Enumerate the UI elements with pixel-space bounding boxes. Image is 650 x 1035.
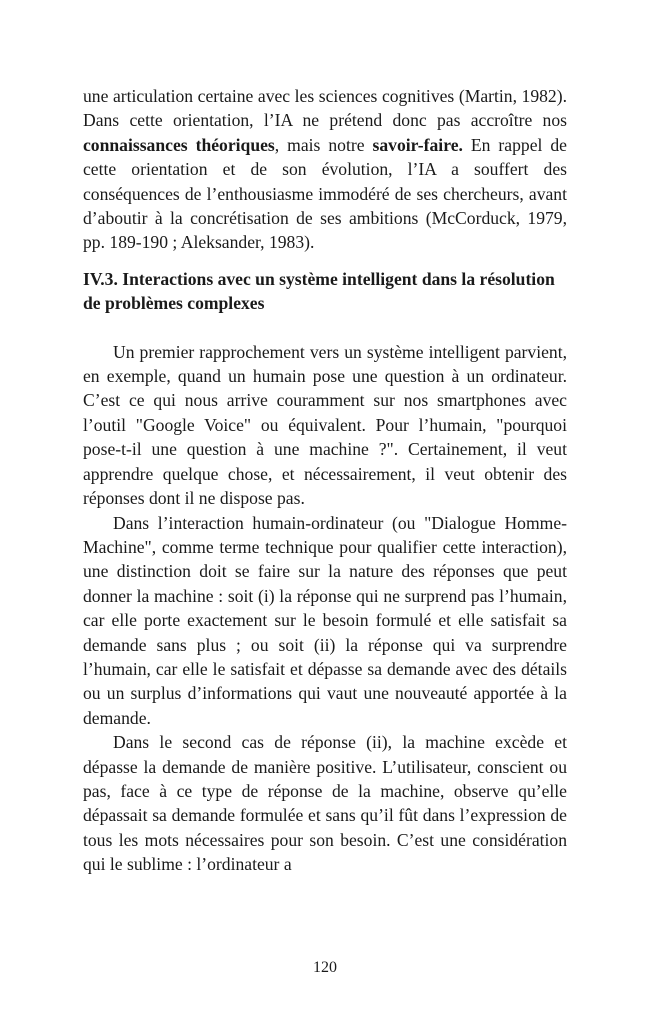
page-number: 120 <box>313 959 337 976</box>
paragraph-continuation <box>83 84 567 255</box>
paragraph-interaction-distinction: Dans l’interaction humain-ordinateur (ou "Dialogue Homme-Machine", comme terme technique pour qualifier cette interaction), une distinction doit se faire sur la nature des réponses que peut donner la machine : soit (i) la réponse qui ne surprend pas l’humain, car elle porte exactement sur le besoin formulé et elle satisfait sa demande sans plus ; ou soit (ii) la réponse qui va surprendre l’humain, car elle le satisfait et dépasse sa demande avec des détails ou un surplus d’informations qui vaut une nouveauté apportée à la demande. <box>83 512 567 728</box>
paragraph-second-case: Dans le second cas de réponse (ii), la machine excède et dépasse la demande de manière positive. L’utilisateur, conscient ou pas, face à ce type de réponse de la machine, observe qu’elle dépassait sa demande formulée et sans qu’il fût dans l’expression de tous les mots nécessaires pour son besoin. C’est une considération qui le sublime : l’ordinateur a <box>83 732 567 875</box>
section-heading: IV.3. Interactions avec un système intelligent dans la résolution de problèmes complexes <box>83 268 555 314</box>
bold-term-savoir-faire: savoir-faire. <box>372 134 463 155</box>
paragraph-1-text-b: , mais notre <box>274 134 373 155</box>
body-text <box>83 84 567 877</box>
paragraph-1-text-a: une articulation certaine avec les sciences cognitives (Martin, 1982). Dans cette orientation, l’IA ne prétend donc pas accroître nos <box>83 86 567 131</box>
paragraph-question-example: Un premier rapprochement vers un système intelligent parvient, en exemple, quand un humain pose une question à un ordinateur. C’est ce qui nous arrive couramment sur nos smartphones avec l’outil "Google Voice" ou équivalent. Pour l’humain, "pourquoi pose-t-il une question à une machine ?". Certainement, il veut apprendre quelque chose, et nécessairement, il veut obtenir des réponses dont il ne dispose pas. <box>83 341 567 509</box>
bold-term-connaissances: connaissances théoriques <box>83 134 275 155</box>
paragraph-1-text-c: En rappel de cette orientation et de son évolution, l’IA a souffert des conséquences de l’enthousiasme immodéré de ses chercheurs, avant d’aboutir à la concrétisation de ses ambitions (McCorduck, 1979, pp. 189-190 ; Aleksander, 1983). <box>83 134 567 253</box>
